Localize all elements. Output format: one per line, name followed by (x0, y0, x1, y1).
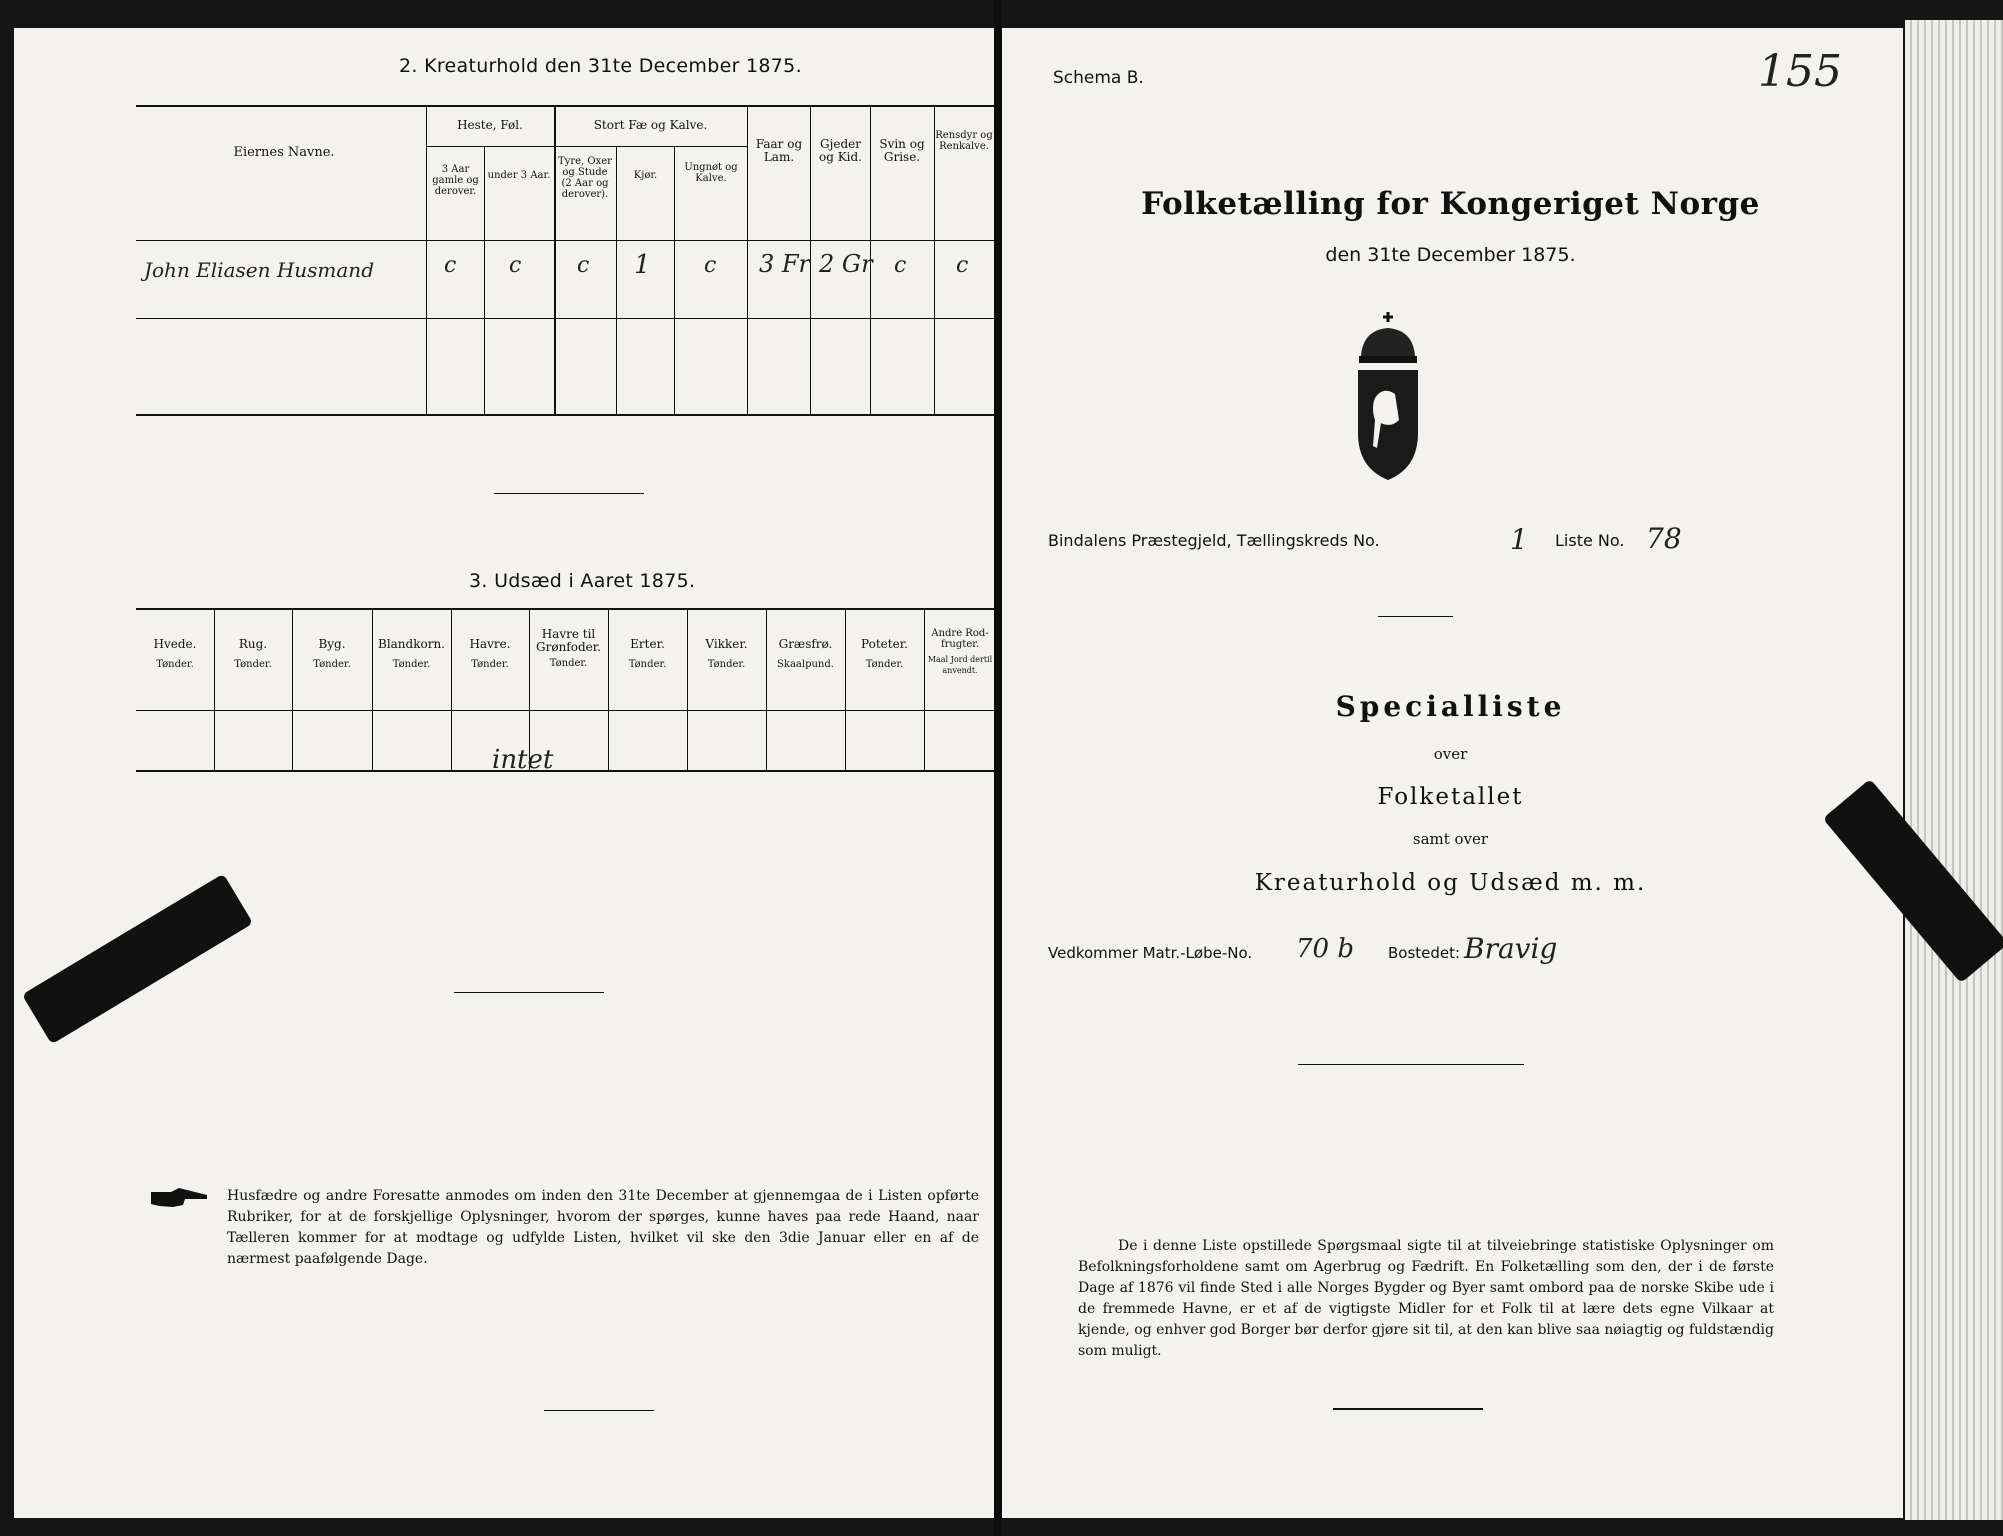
divider (494, 493, 644, 494)
district-number: 1 (1510, 523, 1528, 556)
divider (544, 1410, 654, 1411)
section-2-title: 2. Kreaturhold den 31te December 1875. (399, 55, 802, 77)
over-text: over (1433, 745, 1468, 763)
faar-header: Faar og Lam. (755, 137, 803, 164)
divider (1333, 1408, 1483, 1410)
divider (1298, 1064, 1524, 1065)
sowing-hvede-header: Hvede. Tønder. (153, 637, 197, 670)
left-page (14, 28, 998, 1518)
ungnot-header: Ungnøt og Kalve. (684, 162, 738, 184)
samt-over-text: samt over (1412, 830, 1489, 848)
kreaturhold-text: Kreaturhold og Udsæd m. m. (1254, 870, 1647, 896)
matr-number: 70 b (1296, 934, 1354, 964)
census-date: den 31te December 1875. (1325, 244, 1576, 266)
divider (454, 992, 604, 993)
heste-young-entry: c (509, 253, 522, 278)
tyre-entry: c (577, 253, 590, 278)
sowing-poteter-header: Poteter. Tønder. (861, 637, 908, 670)
svin-header: Svin og Grise. (879, 137, 925, 164)
owner-column-header: Eiernes Navne. (233, 145, 335, 160)
divider (1378, 616, 1453, 617)
sowing-erter-header: Erter. Tønder. (628, 637, 667, 670)
census-purpose-text: De i denne Liste opstillede Spørgsmaal sigte til at tilveiebringe statistiske Oplysninger om Befolkningsforholdene samt om Agerbrug og Fædrift. En Folketælling som den, der i de første Dage af 1876 vil finde Sted i alle Norges Bygder og Byer samt ombord paa de norske Skibe ude i de fremmede Havne, er et af de vigtigste Midler for et Folk til at lære dets egne Vilkaar at kjende, og enhver god Borger bør derfor gjøre sit til, at den kan blive saa nøiagtig og fuldstændig som muligt. (1078, 1238, 1774, 1359)
book-gutter (994, 0, 1002, 1536)
page-number: 155 (1758, 46, 1842, 97)
main-title: Folketælling for Kongeriget Norge (1141, 186, 1760, 222)
heste-old-entry: c (444, 253, 457, 278)
heste-group-header: Heste, Føl. (457, 118, 523, 132)
section-3-title: 3. Udsæd i Aaret 1875. (469, 570, 696, 592)
stort-fae-group-header: Stort Fæ og Kalve. (593, 118, 708, 132)
gjeder-entry: 2 Gr (819, 250, 873, 278)
ungnot-entry: c (704, 253, 717, 278)
folketallet-text: Folketallet (1377, 784, 1524, 810)
bosted-label: Bostedet: (1388, 944, 1461, 962)
rensdyr-entry: c (956, 253, 969, 278)
owner-name-entry: John Eliasen Husmand (144, 258, 374, 282)
liste-label: Liste No. (1555, 531, 1625, 550)
coat-of-arms-icon (1353, 308, 1423, 488)
sowing-rodfrugter-header: Andre Rod- frugter. Maal Jord dertil anvendt. (927, 628, 993, 675)
kjor-header: Kjør. (633, 170, 658, 181)
pointing-hand-icon (149, 1186, 211, 1210)
sowing-gronfoder-header: Havre til Grønfoder. Tønder. (536, 627, 601, 669)
special-list-title: Specialliste (1335, 690, 1566, 723)
sowing-rug-header: Rug. Tønder. (234, 637, 272, 670)
sowing-entry: intet (492, 745, 554, 775)
liste-number: 78 (1646, 522, 1682, 555)
sowing-havre-header: Havre. Tønder. (469, 637, 511, 670)
bosted-value: Bravig (1464, 932, 1558, 965)
kjor-entry: 1 (634, 250, 651, 280)
district-label: Bindalens Præstegjeld, Tællingskreds No. (1048, 531, 1380, 550)
heste-young-header: under 3 Aar. (487, 170, 551, 181)
matr-label: Vedkommer Matr.-Løbe-No. (1048, 944, 1253, 962)
heste-old-header: 3 Aar gamle og derover. (432, 164, 479, 197)
svin-entry: c (894, 253, 907, 278)
instruction-notice: Husfædre og andre Foresatte anmodes om inden den 31te December at gjennemgaa de i Listen opførte Rubriker, for at de forskjellige Oplysninger, hvorom der spørges, kunne haves paa rede Haand, naar Tælleren kommer for at modtage og udfylde Listen, hvilket vil ske den 3die Januar eller en af de nærmest paafølgende Dage. (227, 1188, 979, 1267)
sowing-blandkorn-header: Blandkorn. Tønder. (378, 637, 445, 670)
right-page (998, 28, 1903, 1518)
sowing-byg-header: Byg. Tønder. (313, 637, 351, 670)
schema-label: Schema B. (1053, 68, 1144, 88)
sowing-graesfro-header: Græsfrø. Skaalpund. (777, 637, 834, 670)
faar-entry: 3 Fr (759, 250, 811, 278)
rensdyr-header: Rensdyr og Renkalve. (935, 130, 993, 152)
tyre-header: Tyre, Oxer og Stude (2 Aar og derover). (558, 156, 612, 200)
gjeder-header: Gjeder og Kid. (818, 137, 863, 164)
page-edge-stack (1905, 20, 2003, 1520)
sowing-vikker-header: Vikker. Tønder. (705, 637, 748, 670)
